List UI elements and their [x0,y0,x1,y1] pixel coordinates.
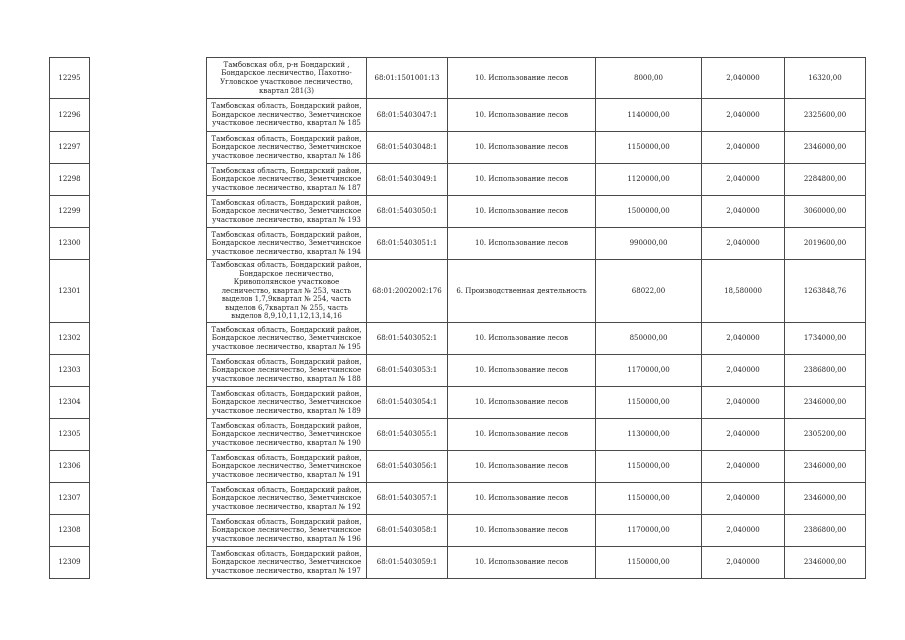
rate-cell: 18,580000 [702,260,785,323]
rate-cell: 2,040000 [702,58,785,99]
table-row [50,515,866,547]
area-cell: 1150000,00 [596,132,702,164]
cadastral-number-cell: 68:01:5403051:1 [367,228,448,260]
table-row [50,228,866,260]
row-number-cell: 12296 [50,99,90,132]
table-row [50,419,866,451]
area-cell: 1130000,00 [596,419,702,451]
rate-cell: 2,040000 [702,228,785,260]
address-cell: Тамбовская область, Бондарский район, Бондарское лесничество, Земетчинское участковое лесничество, квартал № 197 [207,547,367,579]
address-cell: Тамбовская область, Бондарский район, Бондарское лесничество, Кривополянское участковое лесничество, квартал № 253, часть выделов 1,7,9квартал № 254, часть выделов 6,7квартал № 255, часть выделов 8,9,10,11,12,13,14,16 [207,260,367,323]
table-row [50,323,866,355]
blank-cell [90,99,207,132]
cadastral-number-cell: 68:01:5403057:1 [367,483,448,515]
cadastral-number-cell: 68:01:5403055:1 [367,419,448,451]
row-number-cell: 12303 [50,355,90,387]
rate-cell: 2,040000 [702,99,785,132]
cadastral-number-cell: 68:01:5403047:1 [367,99,448,132]
table-row [50,451,866,483]
total-value-cell: 2386800,00 [785,355,866,387]
row-number-cell: 12307 [50,483,90,515]
land-use-cell: 10. Использование лесов [448,547,596,579]
table-row [50,547,866,579]
area-cell: 990000,00 [596,228,702,260]
land-use-cell: 10. Использование лесов [448,515,596,547]
area-cell: 68022,00 [596,260,702,323]
land-use-cell: 10. Использование лесов [448,355,596,387]
row-number-cell: 12297 [50,132,90,164]
address-cell: Тамбовская область, Бондарский район, Бондарское лесничество, Земетчинское участковое лесничество, квартал № 188 [207,355,367,387]
blank-cell [90,451,207,483]
total-value-cell: 1263848,76 [785,260,866,323]
total-value-cell: 2305200,00 [785,419,866,451]
area-cell: 1150000,00 [596,451,702,483]
blank-cell [90,196,207,228]
table-row [50,387,866,419]
land-use-cell: 10. Использование лесов [448,58,596,99]
cadastral-number-cell: 68:01:5403049:1 [367,164,448,196]
table-row [50,164,866,196]
total-value-cell: 2346000,00 [785,547,866,579]
rate-cell: 2,040000 [702,164,785,196]
area-cell: 1150000,00 [596,483,702,515]
total-value-cell: 1734000,00 [785,323,866,355]
total-value-cell: 2346000,00 [785,451,866,483]
row-number-cell: 12301 [50,260,90,323]
area-cell: 1150000,00 [596,387,702,419]
land-use-cell: 10. Использование лесов [448,451,596,483]
row-number-cell: 12302 [50,323,90,355]
rate-cell: 2,040000 [702,323,785,355]
total-value-cell: 2019600,00 [785,228,866,260]
table-row [50,99,866,132]
land-use-cell: 6. Производственная деятельность [448,260,596,323]
address-cell: Тамбовская область, Бондарский район, Бондарское лесничество, Земетчинское участковое лесничество, квартал № 193 [207,196,367,228]
cadastral-number-cell: 68:01:5403050:1 [367,196,448,228]
land-use-cell: 10. Использование лесов [448,164,596,196]
total-value-cell: 2346000,00 [785,132,866,164]
blank-cell [90,419,207,451]
land-use-cell: 10. Использование лесов [448,99,596,132]
row-number-cell: 12308 [50,515,90,547]
area-cell: 850000,00 [596,323,702,355]
rate-cell: 2,040000 [702,483,785,515]
rate-cell: 2,040000 [702,387,785,419]
address-cell: Тамбовская область, Бондарский район, Бондарское лесничество, Земетчинское участковое лесничество, квартал № 189 [207,387,367,419]
blank-cell [90,58,207,99]
area-cell: 1170000,00 [596,355,702,387]
rate-cell: 2,040000 [702,196,785,228]
address-cell: Тамбовская область, Бондарский район, Бондарское лесничество, Земетчинское участковое лесничество, квартал № 187 [207,164,367,196]
area-cell: 8000,00 [596,58,702,99]
blank-cell [90,260,207,323]
table-row [50,132,866,164]
row-number-cell: 12300 [50,228,90,260]
blank-cell [90,515,207,547]
total-value-cell: 16320,00 [785,58,866,99]
total-value-cell: 3060000,00 [785,196,866,228]
blank-cell [90,483,207,515]
table-body [50,58,866,579]
rate-cell: 2,040000 [702,132,785,164]
table-row [50,196,866,228]
row-number-cell: 12298 [50,164,90,196]
address-cell: Тамбовская область, Бондарский район, Бондарское лесничество, Земетчинское участковое лесничество, квартал № 196 [207,515,367,547]
address-cell: Тамбовская область, Бондарский район, Бондарское лесничество, Земетчинское участковое лесничество, квартал № 185 [207,99,367,132]
land-use-cell: 10. Использование лесов [448,419,596,451]
rate-cell: 2,040000 [702,451,785,483]
address-cell: Тамбовская область, Бондарский район, Бондарское лесничество, Земетчинское участковое лесничество, квартал № 191 [207,451,367,483]
table-row [50,355,866,387]
rate-cell: 2,040000 [702,515,785,547]
land-plots-table [49,57,866,579]
area-cell: 1140000,00 [596,99,702,132]
row-number-cell: 12299 [50,196,90,228]
table-row [50,260,866,323]
blank-cell [90,355,207,387]
blank-cell [90,323,207,355]
total-value-cell: 2346000,00 [785,387,866,419]
blank-cell [90,132,207,164]
cadastral-number-cell: 68:01:5403058:1 [367,515,448,547]
land-use-cell: 10. Использование лесов [448,228,596,260]
total-value-cell: 2284800,00 [785,164,866,196]
blank-cell [90,228,207,260]
total-value-cell: 2386800,00 [785,515,866,547]
area-cell: 1120000,00 [596,164,702,196]
rate-cell: 2,040000 [702,419,785,451]
land-use-cell: 10. Использование лесов [448,323,596,355]
area-cell: 1150000,00 [596,547,702,579]
row-number-cell: 12304 [50,387,90,419]
total-value-cell: 2325600,00 [785,99,866,132]
cadastral-number-cell: 68:01:2002002:176 [367,260,448,323]
table-row [50,483,866,515]
row-number-cell: 12295 [50,58,90,99]
address-cell: Тамбовская область, Бондарский район, Бондарское лесничество, Земетчинское участковое лесничество, квартал № 190 [207,419,367,451]
address-cell: Тамбовская обл, р-н Бондарский , Бондарское лесничество, Пахотно-Угловское участковое лесничество, квартал 281(3) [207,58,367,99]
cadastral-number-cell: 68:01:5403059:1 [367,547,448,579]
cadastral-number-cell: 68:01:5403054:1 [367,387,448,419]
rate-cell: 2,040000 [702,355,785,387]
address-cell: Тамбовская область, Бондарский район, Бондарское лесничество, Земетчинское участковое лесничество, квартал № 194 [207,228,367,260]
area-cell: 1500000,00 [596,196,702,228]
rate-cell: 2,040000 [702,547,785,579]
area-cell: 1170000,00 [596,515,702,547]
blank-cell [90,164,207,196]
blank-cell [90,387,207,419]
land-use-cell: 10. Использование лесов [448,132,596,164]
cadastral-number-cell: 68:01:5403056:1 [367,451,448,483]
cadastral-number-cell: 68:01:5403053:1 [367,355,448,387]
total-value-cell: 2346000,00 [785,483,866,515]
address-cell: Тамбовская область, Бондарский район, Бондарское лесничество, Земетчинское участковое лесничество, квартал № 192 [207,483,367,515]
table-row [50,58,866,99]
row-number-cell: 12306 [50,451,90,483]
blank-cell [90,547,207,579]
land-use-cell: 10. Использование лесов [448,196,596,228]
land-use-cell: 10. Использование лесов [448,387,596,419]
row-number-cell: 12305 [50,419,90,451]
address-cell: Тамбовская область, Бондарский район, Бондарское лесничество, Земетчинское участковое лесничество, квартал № 195 [207,323,367,355]
row-number-cell: 12309 [50,547,90,579]
land-use-cell: 10. Использование лесов [448,483,596,515]
cadastral-number-cell: 68:01:5403048:1 [367,132,448,164]
cadastral-number-cell: 68:01:1501001:13 [367,58,448,99]
address-cell: Тамбовская область, Бондарский район, Бондарское лесничество, Земетчинское участковое лесничество, квартал № 186 [207,132,367,164]
cadastral-number-cell: 68:01:5403052:1 [367,323,448,355]
